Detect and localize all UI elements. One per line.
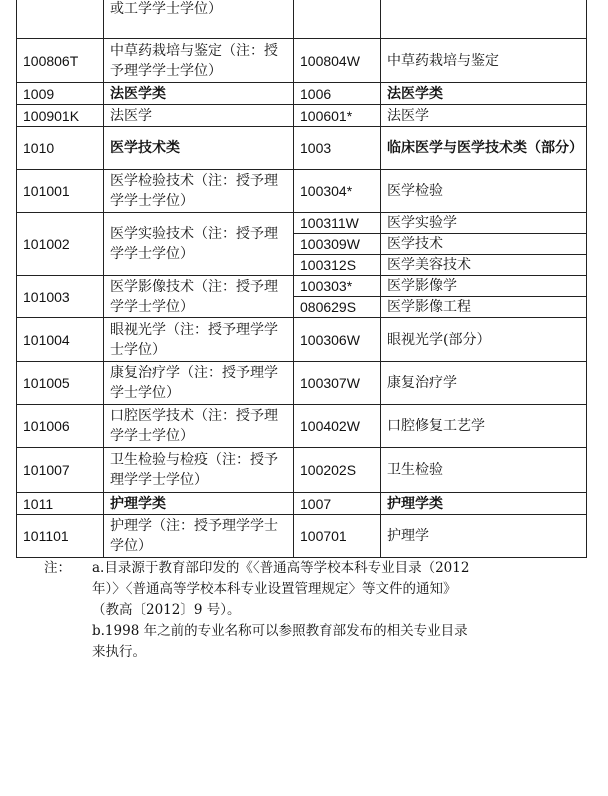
table-row bbox=[17, 83, 587, 105]
old-name-cell: 法医学 bbox=[381, 105, 587, 127]
table-row bbox=[17, 515, 587, 558]
old-name-cell: 法医学类 bbox=[381, 83, 587, 105]
old-code-cell: 100306W bbox=[294, 318, 381, 362]
old-name-cell: 医学美容技术 bbox=[381, 255, 587, 276]
new-code-cell: 100901K bbox=[17, 105, 104, 127]
new-code-cell: 101101 bbox=[17, 515, 104, 558]
new-name-cell: 医学影像技术（注：授予理学学士学位） bbox=[104, 276, 294, 318]
old-code-cell: 100601* bbox=[294, 105, 381, 127]
new-code-cell: 101006 bbox=[17, 405, 104, 448]
new-code-cell: 1009 bbox=[17, 83, 104, 105]
table-row bbox=[17, 0, 587, 39]
new-code-cell bbox=[17, 0, 104, 39]
footnote-a-line-1: a.目录源于教育部印发的《〈普通高等学校本科专业目录（2012 bbox=[92, 560, 470, 576]
footnote-lead: 注： bbox=[44, 560, 71, 576]
new-code-cell: 101007 bbox=[17, 448, 104, 493]
old-name-cell: 医学影像工程 bbox=[381, 297, 587, 318]
old-code-cell: 100304* bbox=[294, 170, 381, 213]
old-code-cell: 100303* bbox=[294, 276, 381, 297]
new-name-cell: 医学技术类 bbox=[104, 127, 294, 170]
major-mapping-table bbox=[16, 0, 587, 558]
old-name-cell: 护理学 bbox=[381, 515, 587, 558]
new-code-cell: 1010 bbox=[17, 127, 104, 170]
old-name-cell bbox=[381, 0, 587, 39]
old-code-cell: 1003 bbox=[294, 127, 381, 170]
old-code-cell: 100402W bbox=[294, 405, 381, 448]
old-code-cell: 080629S bbox=[294, 297, 381, 318]
old-name-cell: 临床医学与医学技术类（部分） bbox=[381, 127, 587, 170]
table-row bbox=[17, 318, 587, 362]
new-name-cell: 或工学学士学位） bbox=[104, 0, 294, 39]
footnote-a-line-3: （教高〔2012〕9 号）。 bbox=[92, 602, 241, 618]
new-name-cell: 眼视光学（注：授予理学学士学位） bbox=[104, 318, 294, 362]
new-name-cell: 卫生检验与检疫（注：授予理学学士学位） bbox=[104, 448, 294, 493]
table-row bbox=[17, 405, 587, 448]
old-code-cell: 100309W bbox=[294, 234, 381, 255]
old-code-cell: 100312S bbox=[294, 255, 381, 276]
new-name-cell: 中草药栽培与鉴定（注：授予理学学士学位） bbox=[104, 39, 294, 83]
table-row bbox=[17, 448, 587, 493]
old-name-cell: 康复治疗学 bbox=[381, 362, 587, 405]
new-code-cell: 101004 bbox=[17, 318, 104, 362]
new-name-cell: 法医学 bbox=[104, 105, 294, 127]
old-name-cell: 护理学类 bbox=[381, 493, 587, 515]
footnotes bbox=[44, 558, 564, 663]
table-row bbox=[17, 170, 587, 213]
old-code-cell: 100804W bbox=[294, 39, 381, 83]
old-code-cell: 1007 bbox=[294, 493, 381, 515]
new-name-cell: 康复治疗学（注：授予理学学士学位） bbox=[104, 362, 294, 405]
new-code-cell: 101002 bbox=[17, 213, 104, 276]
old-code-cell bbox=[294, 0, 381, 39]
new-name-cell: 口腔医学技术（注：授予理学学士学位） bbox=[104, 405, 294, 448]
table-row bbox=[17, 362, 587, 405]
old-name-cell: 医学技术 bbox=[381, 234, 587, 255]
old-code-cell: 100311W bbox=[294, 213, 381, 234]
old-code-cell: 1006 bbox=[294, 83, 381, 105]
new-name-cell: 护理学类 bbox=[104, 493, 294, 515]
new-name-cell: 医学检验技术（注：授予理学学士学位） bbox=[104, 170, 294, 213]
table-row bbox=[17, 39, 587, 83]
new-code-cell: 1011 bbox=[17, 493, 104, 515]
old-code-cell: 100307W bbox=[294, 362, 381, 405]
footnote-b-line-1: b.1998 年之前的专业名称可以参照教育部发布的相关专业目录 bbox=[92, 623, 468, 639]
old-name-cell: 医学实验学 bbox=[381, 213, 587, 234]
old-code-cell: 100202S bbox=[294, 448, 381, 493]
new-name-cell: 法医学类 bbox=[104, 83, 294, 105]
new-name-cell: 护理学（注：授予理学学士学位） bbox=[104, 515, 294, 558]
old-name-cell: 口腔修复工艺学 bbox=[381, 405, 587, 448]
table-row bbox=[17, 127, 587, 170]
old-name-cell: 眼视光学(部分） bbox=[381, 318, 587, 362]
old-name-cell: 中草药栽培与鉴定 bbox=[381, 39, 587, 83]
table-row bbox=[17, 213, 587, 234]
table-row bbox=[17, 276, 587, 297]
new-code-cell: 100806T bbox=[17, 39, 104, 83]
footnote-a-line-2: 年）〉〈普通高等学校本科专业设置管理规定〉等文件的通知》 bbox=[92, 581, 457, 597]
old-name-cell: 医学检验 bbox=[381, 170, 587, 213]
old-code-cell: 100701 bbox=[294, 515, 381, 558]
footnote-a bbox=[44, 558, 564, 579]
table-row bbox=[17, 493, 587, 515]
old-name-cell: 医学影像学 bbox=[381, 276, 587, 297]
new-name-cell: 医学实验技术（注：授予理学学士学位） bbox=[104, 213, 294, 276]
new-code-cell: 101003 bbox=[17, 276, 104, 318]
new-code-cell: 101001 bbox=[17, 170, 104, 213]
old-name-cell: 卫生检验 bbox=[381, 448, 587, 493]
table-row bbox=[17, 105, 587, 127]
footnote-b-line-2: 来执行。 bbox=[92, 644, 146, 660]
new-code-cell: 101005 bbox=[17, 362, 104, 405]
